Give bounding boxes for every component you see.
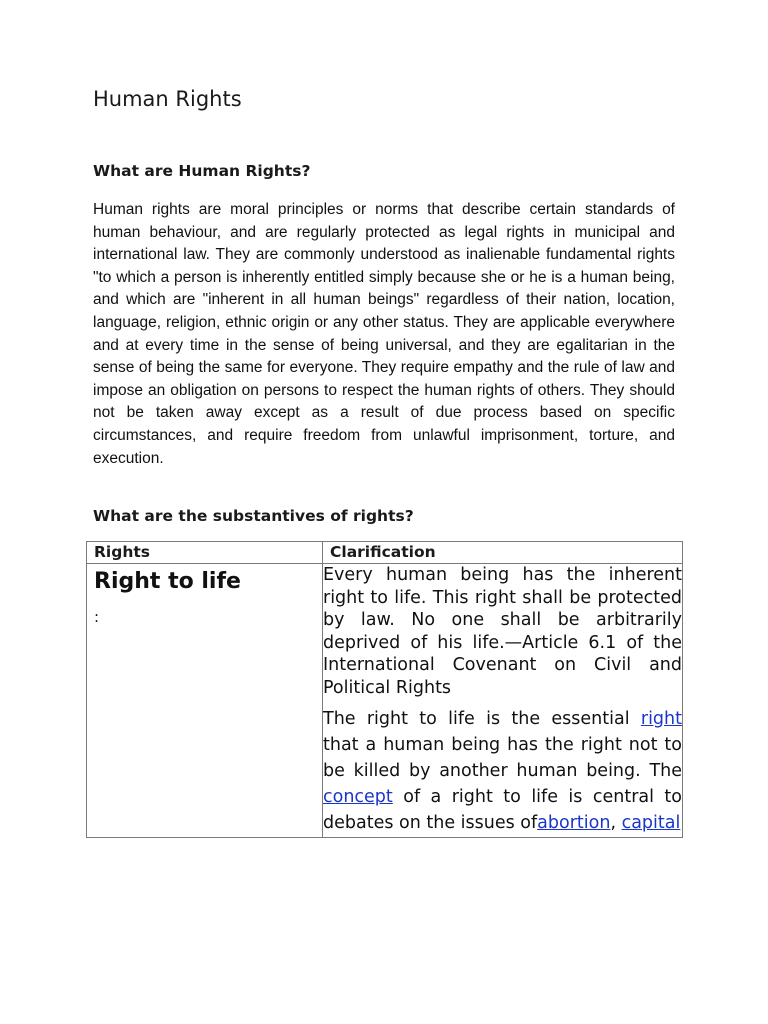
section-heading-what-are-human-rights: What are Human Rights? xyxy=(93,162,311,180)
clarification-text-a: The right to life is the essential xyxy=(323,708,641,729)
right-cell xyxy=(87,564,323,838)
header-rights: Rights xyxy=(87,542,323,564)
clarification-text-d: , xyxy=(610,813,622,834)
link-right[interactable]: right xyxy=(640,708,682,729)
header-clarification: Clarification xyxy=(323,542,683,564)
clarification-paragraph-1: Every human being has the inherent right to life. This right shall be protected by law. No one shall be arbitrarily deprived of his life.—Article 6.1 of the International Covenant on Civil and Political Rights xyxy=(323,565,682,698)
clarification-text-b: that a human being has the right not to be killed by another human being. The xyxy=(323,734,682,781)
link-abortion[interactable]: abortion xyxy=(537,813,611,834)
table-row xyxy=(87,564,683,838)
rights-table xyxy=(86,541,683,838)
clarification-text-c: of a right to life is central to debates on the issues of xyxy=(323,787,682,834)
link-concept[interactable]: concept xyxy=(323,787,393,808)
link-capital[interactable]: capital xyxy=(621,813,681,834)
colon-mark: : xyxy=(94,608,100,626)
section-heading-substantives: What are the substantives of rights? xyxy=(93,507,414,525)
table-header-row xyxy=(87,542,683,564)
human-rights-paragraph: Human rights are moral principles or norms that describe certain standards of human behaviour, and are regularly protected as legal rights in municipal and international law. They are commonly understood as inalienable fundamental rights "to which a person is inherently entitled simply because she or he is a human being, and which are "inherent in all human beings" regardless of their nation, location, language, religion, ethnic origin or any other status. They are applicable everywhere and at every time in the sense of being universal, and they are egalitarian in the sense of being the same for everyone. They require empathy and the rule of law and impose an obligation on persons to respect the human rights of others. They should not be taken away except as a result of due process based on specific circumstances, and require freedom from unlawful imprisonment, torture, and execution. xyxy=(93,201,675,467)
clarification-cell xyxy=(323,564,683,838)
clarification-paragraph-2 xyxy=(323,706,682,837)
document-title: Human Rights xyxy=(93,87,242,111)
right-name: Right to life xyxy=(94,569,241,594)
